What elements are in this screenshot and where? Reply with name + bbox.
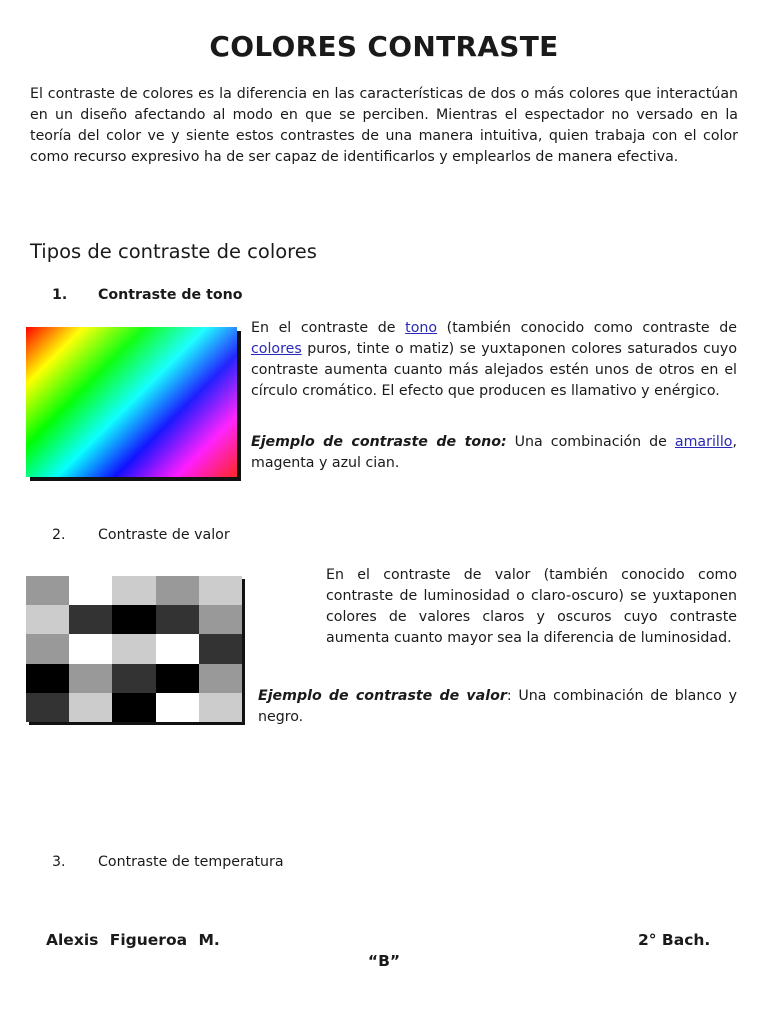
section-heading: Tipos de contraste de colores [30,240,317,263]
valor-description: En el contraste de valor (también conocido como contraste de luminosidad o claro-oscuro) se yuxtaponen colores de valores claros y oscuros cuyo contraste aumenta cuanto mayor sea la diferencia de luminosidad. [326,567,737,646]
value-grid-cell [156,605,199,634]
value-grid-cell [199,605,242,634]
value-grid-cell [26,634,69,663]
colores-link[interactable]: colores [251,341,302,357]
value-grid-cell [69,634,112,663]
value-grid-cell [156,664,199,693]
value-grid-cell [26,576,69,605]
tono-description: En el contraste de tono (también conocido como contraste de colores puros, tinte o matiz) se yuxtaponen colores saturados cuyo contraste aumenta cuanto más alejados estén unos de otros en el círculo cromático. El efecto que producen es llamativo y enérgico. [251,320,737,399]
value-grid-cell [112,634,155,663]
list-number: 1. [52,287,68,303]
tono-example: Ejemplo de contraste de tono: Una combinación de amarillo, magenta y azul cian. [251,434,737,471]
list-number: 3. [52,854,66,870]
value-grid-cell [199,634,242,663]
value-grid-cell [156,693,199,722]
tono-example-label: Ejemplo de contraste de tono: [251,434,507,450]
value-grid-cell [199,693,242,722]
value-grid-cell [69,693,112,722]
value-grid-cell [26,693,69,722]
intro-paragraph: El contraste de colores es la diferencia en las características de dos o más colores que interactúan en un diseño afectando al modo en que se perciben. Mientras el espectador no versado en la teoría del color ve y siente estos contrastes de una manera intuitiva, quien trabaja con el color como recurso expresivo ha de ser capaz de identificarlos y emplearlos de manera efectiva. [30,86,738,165]
value-grid-cell [69,576,112,605]
valor-example: Ejemplo de contraste de valor: Una combinación de blanco y negro. [258,688,737,725]
hue-gradient-image [26,327,237,477]
value-grid-cell [112,664,155,693]
value-grid-cell [26,605,69,634]
valor-example-label: Ejemplo de contraste de valor [258,688,507,704]
tono-link[interactable]: tono [405,320,438,336]
value-grid-image [26,576,242,722]
list-label: Contraste de valor [98,527,230,543]
value-grid-cell [26,664,69,693]
value-grid-cell [156,576,199,605]
value-grid-cell [199,664,242,693]
footer-grade: 2° Bach. [638,931,711,949]
amarillo-link[interactable]: amarillo [674,434,733,450]
value-grid-cell [69,664,112,693]
value-grid-cell [112,605,155,634]
list-label: Contraste de tono [98,287,243,303]
value-grid-cell [156,634,199,663]
footer-group: “B” [367,952,401,970]
list-label: Contraste de temperatura [98,854,284,870]
footer-author: Alexis Figueroa M. [46,931,220,949]
list-number: 2. [52,527,66,543]
value-grid-cell [112,693,155,722]
page-title: COLORES CONTRASTE [209,30,559,63]
value-grid-cell [199,576,242,605]
value-grid-cell [112,576,155,605]
value-grid-cell [69,605,112,634]
